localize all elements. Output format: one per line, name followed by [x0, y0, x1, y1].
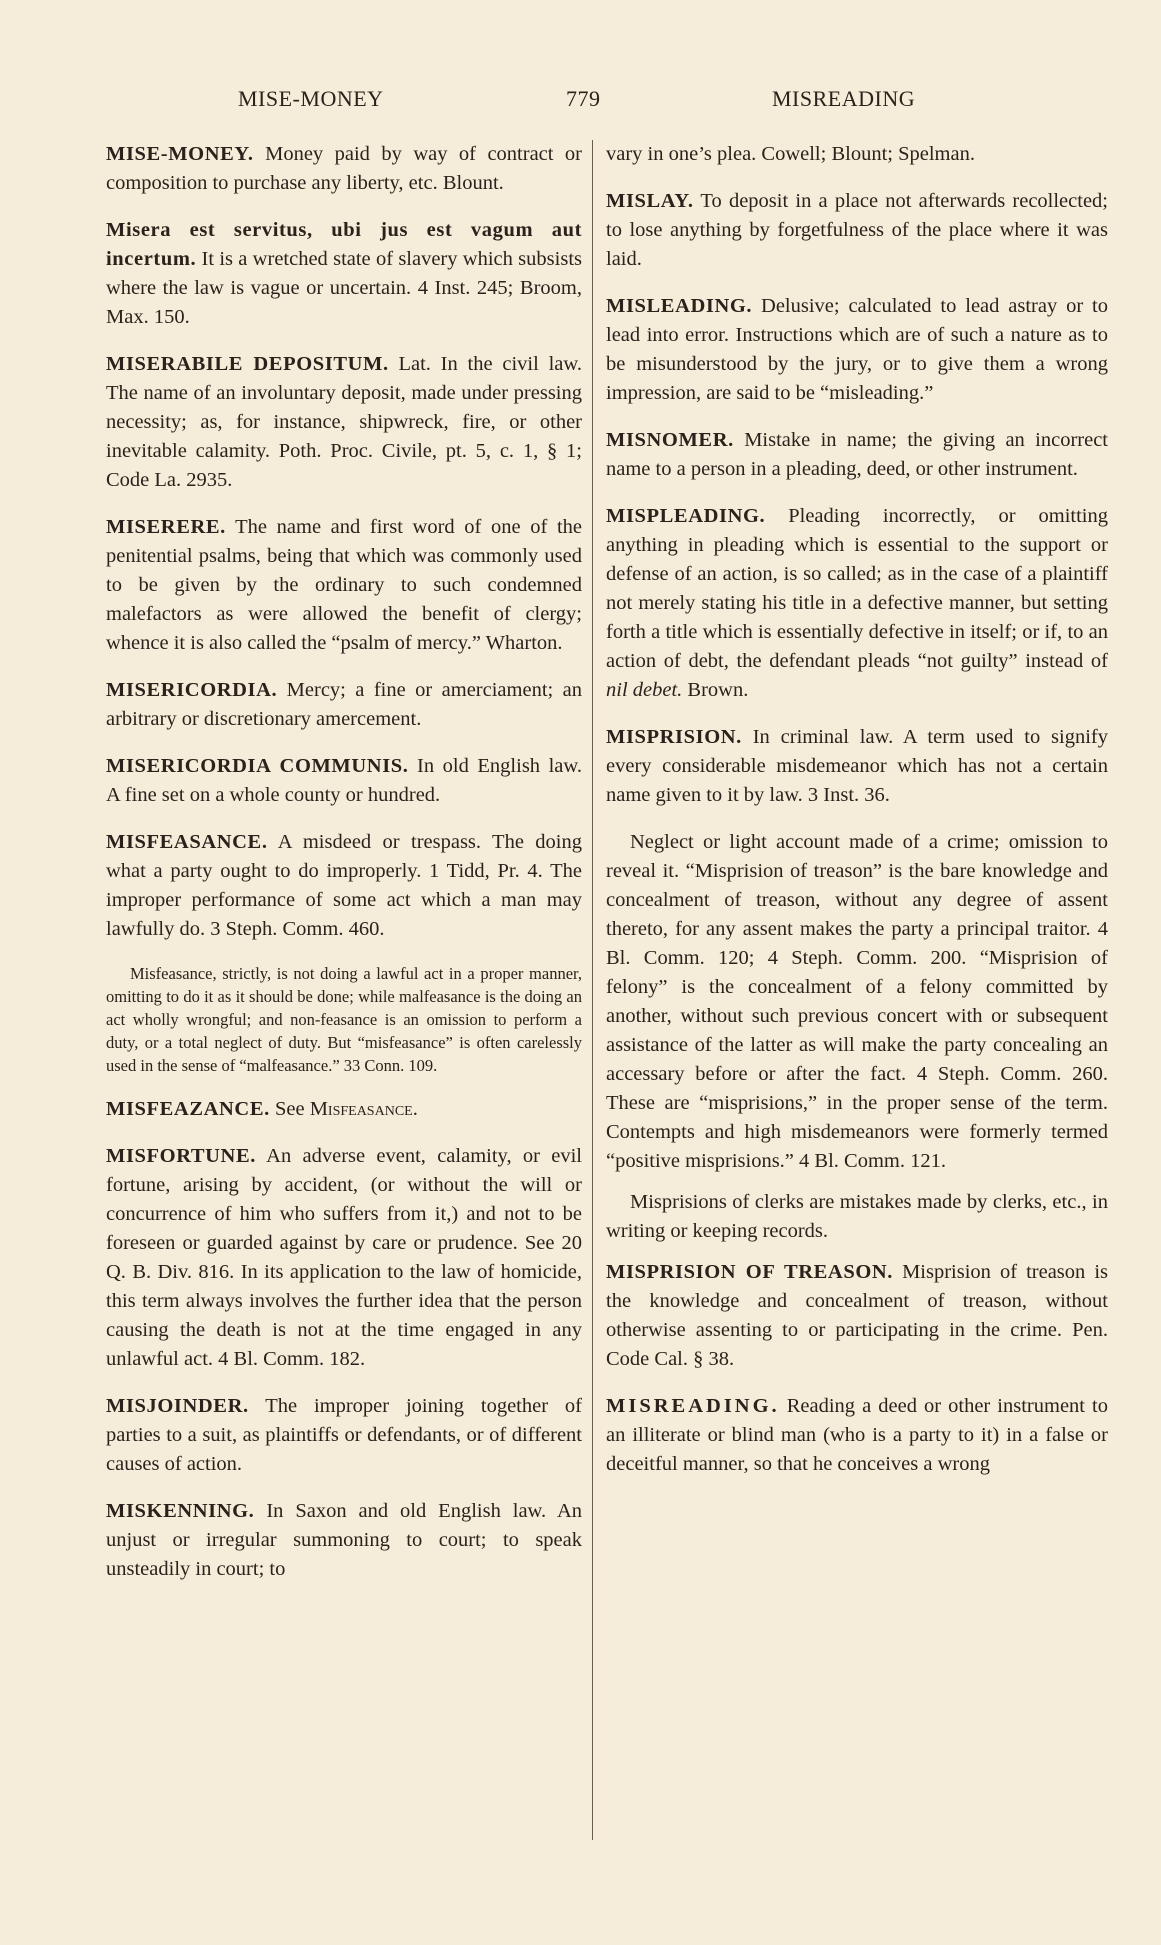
entry-definition: Mercy; a fine or amerciament; an arbitrary or discretionary amercement.	[106, 679, 582, 730]
left-column	[106, 140, 582, 1602]
header-right-guideword: MISREADING	[772, 86, 916, 111]
entry-definition: The name and first word of one of the penitential psalms, being that which was commonly used to be given by the ordinary to such condemned malefactors as were allowed the benefit of clergy; whence it is also called the “psalm of mercy.” Wharton.	[106, 516, 582, 654]
entry-definition: Misprision of treason is the knowledge and concealment of treason, without otherwise assenting to or participating in the crime. Pen. Code Cal. § 38.	[606, 1261, 1109, 1370]
entry-headword: MISERERE.	[106, 516, 226, 538]
page-number: 779	[566, 86, 601, 111]
usage-note: Misfeasance, strictly, is not doing a lawful act in a proper manner, omitting to do it as it should be done; while malfeasance is the doing an act wholly wrongful; and non-feasance is an omission to perform a duty, or a total neglect of duty. But “misfeasance” is often carelessly used in the sense of “malfeasance.” 33 Conn. 109.	[106, 964, 582, 1075]
entry-paragraph: Neglect or light account made of a crime; omission to reveal it. “Misprision of treason” is the bare knowledge and concealment of treason, without any degree of assent thereto, for any assent makes the party a principal traitor. 4 Bl. Comm. 120; 4 Steph. Comm. 200. “Misprision of felony” is the concealment of a felony committed by another, without such previous concert with or subsequent assistance of the latter as will make the party concealing an accessary before or after the fact. 4 Steph. Comm. 260. These are “misprisions,” in the proper sense of the term. Contempts and high misdemeanors were formerly termed “positive misprisions.” 4 Bl. Comm. 121.	[606, 831, 1108, 1172]
entry-headword: MISFEAZANCE.	[106, 1098, 270, 1120]
cross-reference: Misfeasance.	[309, 1098, 418, 1120]
dictionary-entry	[606, 723, 1108, 810]
dictionary-entry	[606, 187, 1108, 274]
entry-definition: Reading a deed or other instrument to an illiterate or blind man (who is a party to it) in a false or deceitful manner, so that he conceives a wrong	[606, 1395, 1108, 1475]
dictionary-entry	[106, 1142, 582, 1374]
dictionary-entry	[606, 502, 1108, 705]
dictionary-entry	[106, 828, 582, 944]
entry-definition: An adverse event, calamity, or evil fortune, arising by accident, (or without the will or concurrence of him who suffers from it,) and not to be foreseen or guarded against by care or prudence. See 20 Q. B. Div. 816. In its application to the law of homicide, this term always involves the further idea that the person causing the death is not at the time engaged in any unlawful act. 4 Bl. Comm. 182.	[106, 1145, 582, 1370]
entry-definition: Pleading incorrectly, or omitting anything in pleading which is essential to the support or defense of an action, is so called; as in the case of a plaintiff not merely stating his title in a defective manner, but setting forth a title which is essentially defective in itself; or if, to an action of debt, the defendant pleads “not guilty” instead of	[606, 505, 1108, 672]
dictionary-entry	[106, 676, 582, 734]
dictionary-entry	[106, 1095, 582, 1124]
entry-headword: MISFORTUNE.	[106, 1145, 256, 1167]
header-left-guideword: MISE-MONEY	[238, 86, 384, 111]
dictionary-entry	[106, 140, 582, 198]
entry-definition: Lat. In the civil law. The name of an involuntary deposit, made under pressing necessity; as, for instance, shipwreck, fire, or other inevitable calamity. Poth. Proc. Civile, pt. 5, c. 1, § 1; Code La. 2935.	[106, 353, 582, 491]
entry-definition: vary in one’s plea. Cowell; Blount; Spelman.	[606, 143, 975, 165]
entry-definition: The improper joining together of parties to a suit, as plaintiffs or defendants, or of different causes of action.	[106, 1395, 582, 1475]
entry-definition: Mistake in name; the giving an incorrect name to a person in a pleading, deed, or other instrument.	[606, 429, 1108, 480]
citation: Brown.	[682, 679, 749, 701]
entry-definition: See	[269, 1098, 310, 1120]
entry-headword: MISREADING.	[606, 1395, 780, 1417]
entry-headword: MISPRISION OF TREASON.	[606, 1261, 894, 1283]
entry-definition: In criminal law. A term used to signify every considerable misdemeanor which has not a certain name given to it by law. 3 Inst. 36.	[606, 726, 1108, 806]
entry-definition: In Saxon and old English law. An unjust or irregular summoning to court; to speak unsteadily in court; to	[106, 1500, 582, 1580]
dictionary-entry	[106, 216, 582, 332]
dictionary-entry	[606, 1258, 1108, 1374]
entry-definition: A misdeed or trespass. The doing what a party ought to do improperly. 1 Tidd, Pr. 4. The improper performance of some act which a man may lawfully do. 3 Steph. Comm. 460.	[106, 831, 582, 940]
entry-headword: MISPLEADING.	[606, 505, 766, 527]
maxim-head: Misera est servitus, ubi jus est vagum aut incertum.	[106, 219, 582, 270]
column-divider	[592, 140, 593, 1840]
dictionary-entry	[106, 1497, 582, 1584]
dictionary-entry	[106, 1392, 582, 1479]
entry-definition: Money paid by way of contract or composition to purchase any liberty, etc. Blount.	[106, 143, 582, 194]
entry-headword: MISE-MONEY.	[106, 143, 254, 165]
dictionary-entry	[606, 140, 1108, 169]
dictionary-entry	[106, 513, 582, 658]
entry-headword: MISERICORDIA.	[106, 679, 278, 701]
dictionary-entry	[106, 350, 582, 495]
entry-definition: Delusive; calculated to lead astray or to lead into error. Instructions which are of such a nature as to be misunderstood by the jury, or to give them a wrong impression, are said to be “misleading.”	[606, 295, 1108, 404]
entry-headword: MISERABILE DEPOSITUM.	[106, 353, 389, 375]
entry-headword: MISLEADING.	[606, 295, 753, 317]
dictionary-entry	[106, 752, 582, 810]
entry-headword: MISLAY.	[606, 190, 694, 212]
dictionary-entry	[606, 426, 1108, 484]
entry-definition: In old English law. A fine set on a whole county or hundred.	[106, 755, 582, 806]
latin-term: nil debet.	[606, 679, 683, 701]
entry-paragraph: Misprisions of clerks are mistakes made by clerks, etc., in writing or keeping records.	[606, 1191, 1108, 1242]
entry-headword: MISNOMER.	[606, 429, 734, 451]
entry-definition: It is a wretched state of slavery which subsists where the law is vague or uncertain. 4 Inst. 245; Broom, Max. 150.	[106, 248, 582, 328]
entry-headword: MISJOINDER.	[106, 1395, 249, 1417]
entry-headword: MISKENNING.	[106, 1500, 255, 1522]
running-header	[0, 86, 1161, 120]
dictionary-entry	[606, 292, 1108, 408]
entry-headword: MISPRISION.	[606, 726, 742, 748]
dictionary-entry	[606, 1392, 1108, 1479]
entry-headword: MISERICORDIA COMMUNIS.	[106, 755, 409, 777]
entry-definition: To deposit in a place not afterwards recollected; to lose anything by forgetfulness of the place where it was laid.	[606, 190, 1108, 270]
entry-headword: MISFEASANCE.	[106, 831, 268, 853]
right-column	[606, 140, 1108, 1497]
